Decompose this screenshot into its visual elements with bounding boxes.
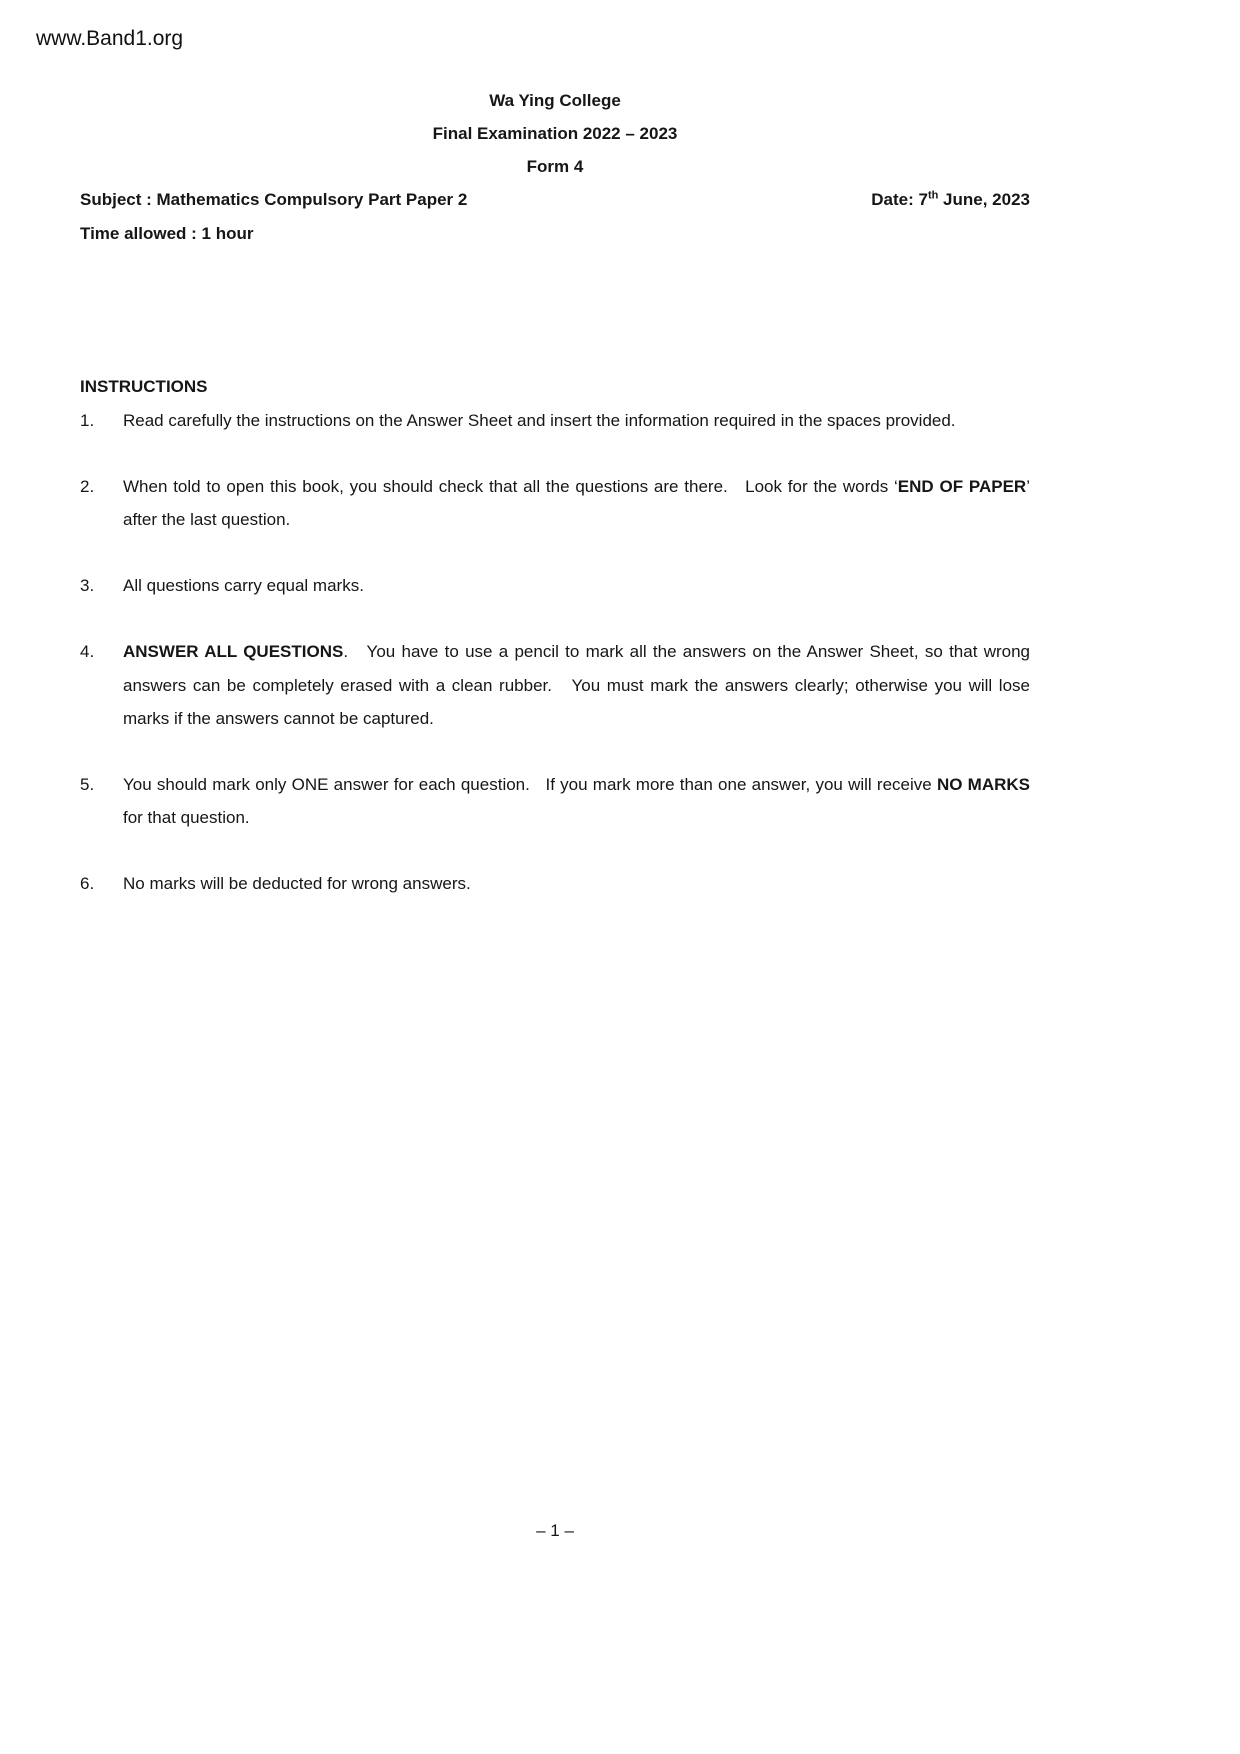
instruction-number: 4.: [80, 642, 95, 662]
date-prefix: Date: 7: [871, 190, 928, 210]
instructions-list: [80, 404, 1035, 900]
instruction-text: When told to open this book, you should check that all the questions are there. Look for the words ‘END OF PAPER’ after the last question.: [123, 476, 1035, 530]
instruction-item-5: [80, 768, 1035, 834]
instruction-item-1: [80, 404, 1030, 437]
instruction-number: 2.: [80, 476, 95, 496]
exam-header: [80, 84, 1030, 250]
subject-date-row: [80, 183, 1030, 216]
school-name: Wa Ying College: [489, 91, 621, 110]
date-suffix: June, 2023: [938, 190, 1030, 210]
instruction-item-6: [80, 867, 1030, 900]
instructions-heading: INSTRUCTIONS: [80, 376, 208, 396]
exam-date: [871, 183, 1030, 216]
subject-label: Subject : Mathematics Compulsory Part Paper 2: [80, 190, 468, 210]
instruction-text: Read carefully the instructions on the Answer Sheet and insert the information required in the spaces provided.: [123, 410, 956, 430]
page-number: – 1 –: [536, 1521, 574, 1540]
date-ordinal: th: [927, 189, 939, 202]
instruction-number: 3.: [80, 576, 95, 596]
exam-title: Final Examination 2022 – 2023: [432, 124, 678, 144]
instruction-text: No marks will be deducted for wrong answers.: [123, 874, 471, 894]
instruction-item-4: [80, 635, 1035, 734]
instruction-item-3: [80, 569, 1030, 602]
site-watermark: www.Band1.org: [36, 27, 184, 50]
instruction-number: 5.: [80, 774, 95, 794]
instruction-number: 1.: [80, 410, 95, 430]
instruction-text: All questions carry equal marks.: [123, 576, 364, 596]
instruction-text: You should mark only ONE answer for each question. If you mark more than one answer, you will receive NO MARKS for that question.: [123, 774, 1035, 827]
instruction-number: 6.: [80, 874, 95, 894]
instruction-item-2: [80, 470, 1035, 536]
instruction-text: ANSWER ALL QUESTIONS. You have to use a pencil to mark all the answers on the Answer Sheet, so that wrong answers can be completely erased with a clean rubber. You must mark the answers clearly; otherwise you will lose marks if the answers cannot be captured.: [123, 642, 1035, 728]
time-allowed: Time allowed : 1 hour: [80, 223, 254, 243]
form-level: Form 4: [526, 157, 584, 177]
